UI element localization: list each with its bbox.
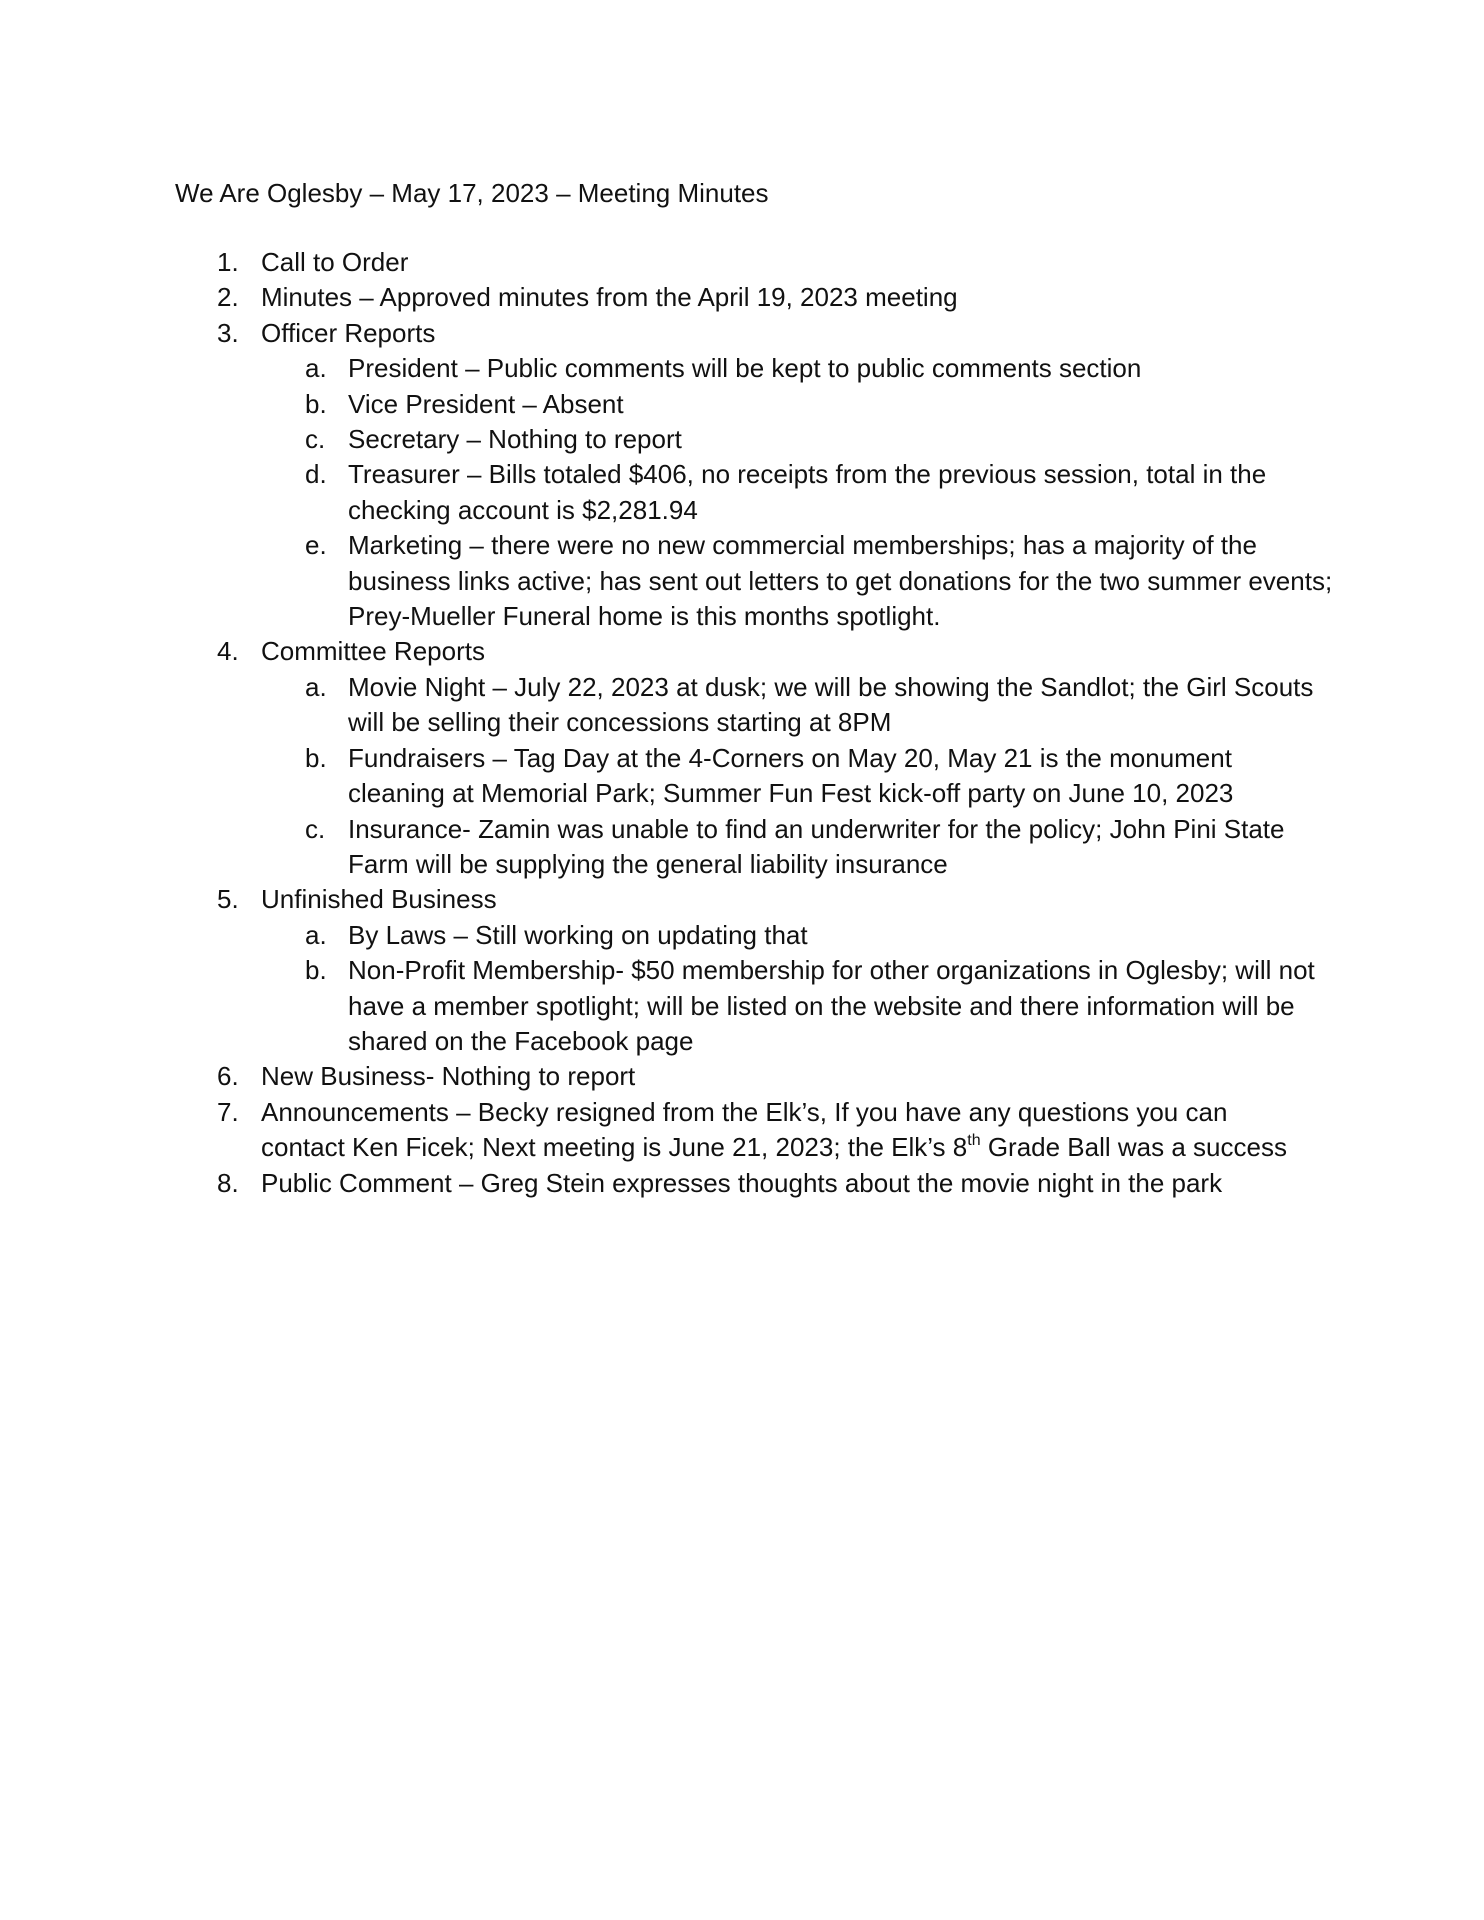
- item-number: 6.: [217, 1061, 239, 1092]
- item-text: Committee Reports: [261, 636, 485, 667]
- subitem-text: Vice President – Absent: [348, 388, 624, 419]
- agenda-item-4: [175, 634, 1335, 669]
- subitem-3d: [175, 457, 1335, 528]
- subitem-letter: a.: [305, 671, 327, 702]
- item-text: Unfinished Business: [261, 884, 497, 915]
- item-number: 7.: [217, 1096, 239, 1127]
- minutes-list: [175, 245, 1335, 1201]
- agenda-item-8: [175, 1166, 1335, 1201]
- subitem-text: Movie Night – July 22, 2023 at dusk; we will be showing the Sandlot; the Girl Scouts will be selling their concessions starting at 8PM: [348, 671, 1314, 738]
- item-text: Public Comment – Greg Stein expresses thoughts about the movie night in the park: [261, 1167, 1223, 1198]
- document-title: We Are Oglesby – May 17, 2023 – Meeting Minutes: [175, 178, 769, 208]
- subitem-text: President – Public comments will be kept to public comments section: [348, 353, 1142, 384]
- subitem-4b: [175, 741, 1335, 812]
- item-text: Minutes – Approved minutes from the April 19, 2023 meeting: [261, 282, 958, 313]
- subitem-letter: b.: [305, 742, 327, 773]
- subitem-text: Fundraisers – Tag Day at the 4-Corners on May 20, May 21 is the monument cleaning at Memorial Park; Summer Fun Fest kick-off party on June 10, 2023: [348, 742, 1234, 809]
- agenda-item-6: [175, 1059, 1335, 1094]
- agenda-item-3: [175, 316, 1335, 351]
- item-number: 2.: [217, 282, 239, 313]
- subitem-text: Marketing – there were no new commercial memberships; has a majority of the business links active; has sent out letters to get donations for the two summer events; Prey-Mueller Funeral home is this months spotlight.: [348, 530, 1333, 632]
- item-number: 3.: [217, 317, 239, 348]
- subitem-4c: [175, 812, 1335, 883]
- subitem-letter: c.: [305, 424, 326, 455]
- subitem-text: Secretary – Nothing to report: [348, 424, 682, 455]
- subitem-text: Treasurer – Bills totaled $406, no receipts from the previous session, total in the checking account is $2,281.94: [348, 459, 1267, 525]
- agenda-item-5: [175, 882, 1335, 917]
- subitem-letter: b.: [305, 388, 327, 419]
- item-number: 8.: [217, 1167, 239, 1198]
- item-number: 4.: [217, 636, 239, 667]
- item-text: New Business- Nothing to report: [261, 1061, 636, 1092]
- subitem-3b: [175, 387, 1335, 422]
- announcements-line-2: [261, 1130, 1335, 1165]
- subitem-4a: [175, 670, 1335, 741]
- agenda-item-2: [175, 280, 1335, 315]
- agenda-item-7: [175, 1095, 1335, 1166]
- agenda-item-1: [175, 245, 1335, 280]
- item-number: 5.: [217, 884, 239, 915]
- subitem-text: Non-Profit Membership- $50 membership for other organizations in Oglesby; will not have a member spotlight; will be listed on the website and there information will be shared on the Facebook page: [348, 955, 1315, 1056]
- subitem-3c: [175, 422, 1335, 457]
- subitem-letter: a.: [305, 353, 327, 384]
- subitem-letter: b.: [305, 955, 327, 986]
- subitem-3a: [175, 351, 1335, 386]
- subitem-letter: c.: [305, 813, 326, 844]
- subitem-letter: e.: [305, 530, 327, 561]
- subitem-letter: a.: [305, 919, 327, 950]
- subitem-text: Insurance- Zamin was unable to find an underwriter for the policy; John Pini State Farm will be supplying the general liability insurance: [348, 813, 1285, 879]
- ordinal-suffix: th: [967, 1131, 981, 1149]
- item-number: 1.: [217, 247, 239, 277]
- announcements-text-after: Grade Ball was a success: [980, 1132, 1287, 1163]
- subitem-5b: [175, 953, 1335, 1059]
- item-text: Officer Reports: [261, 317, 436, 348]
- announcements-text-before: contact Ken Ficek; Next meeting is June 21, 2023; the Elk’s 8: [261, 1132, 968, 1163]
- subitem-text: By Laws – Still working on updating that: [348, 919, 808, 950]
- announcements-line-1: Announcements – Becky resigned from the Elk’s, If you have any questions you can: [261, 1096, 1228, 1127]
- subitem-letter: d.: [305, 459, 327, 490]
- item-text: Call to Order: [261, 247, 409, 277]
- subitem-3e: [175, 528, 1335, 634]
- subitem-5a: [175, 918, 1335, 953]
